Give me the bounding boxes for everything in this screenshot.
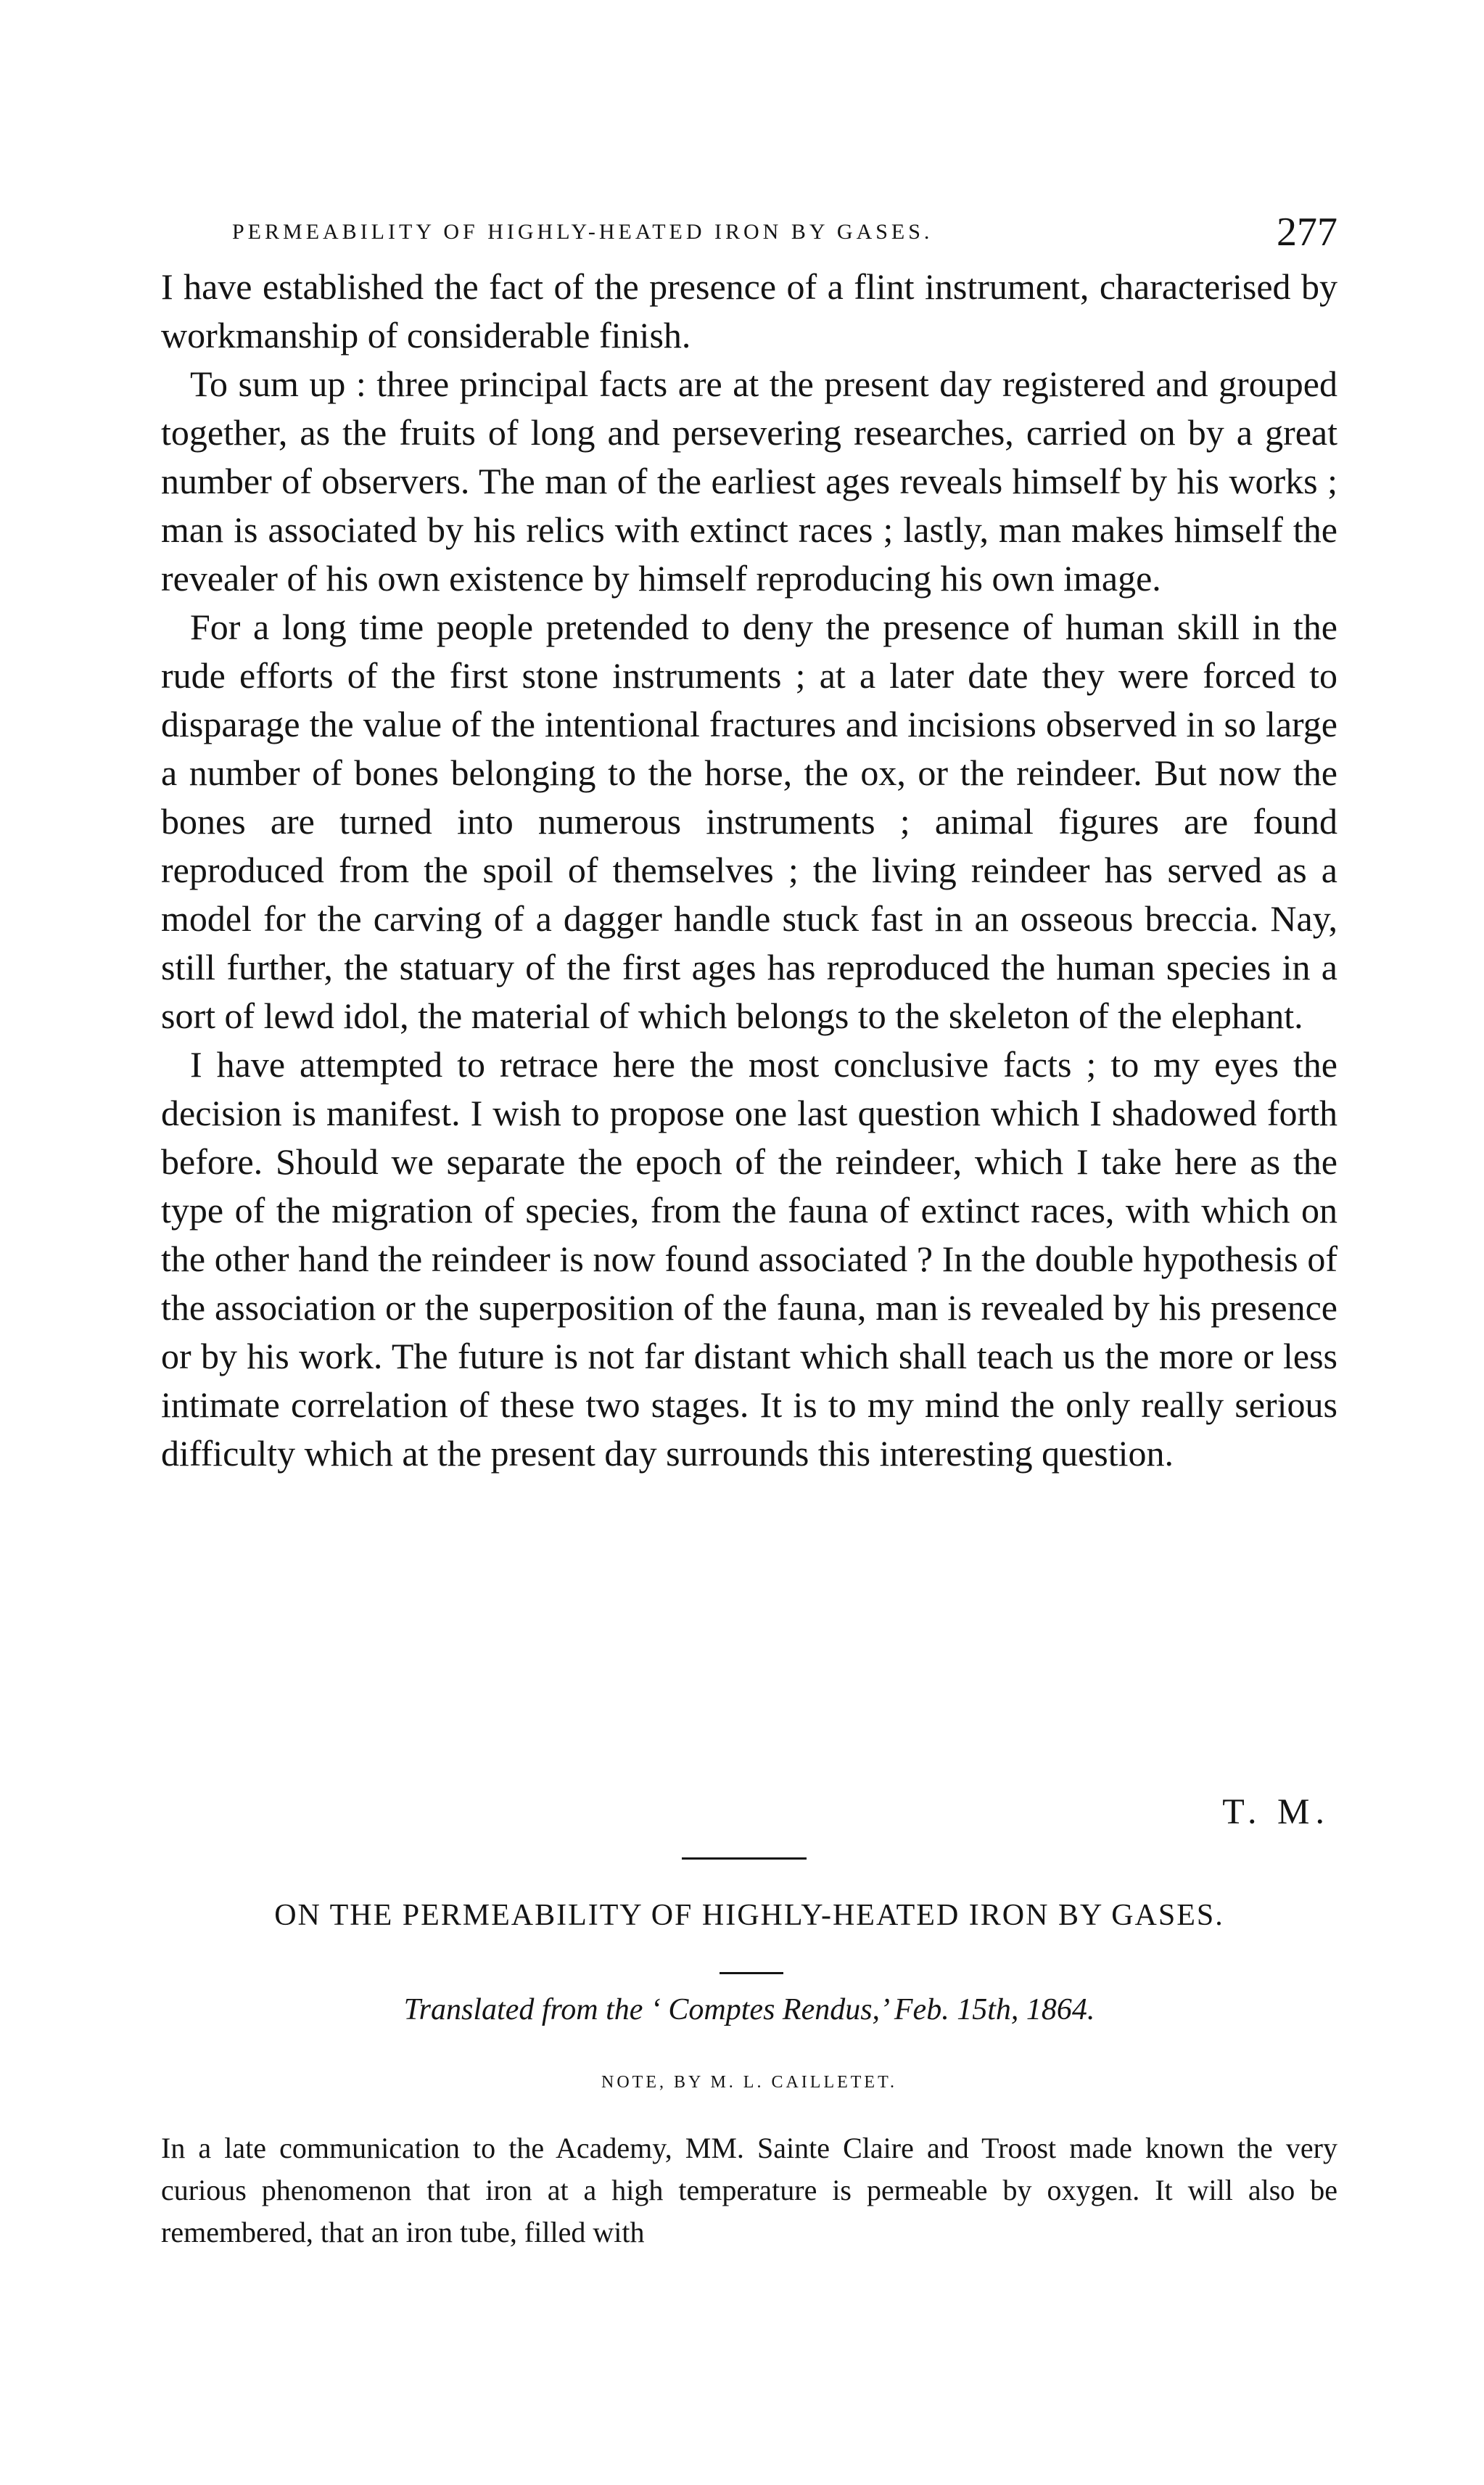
title-divider bbox=[720, 1972, 783, 1974]
running-head bbox=[161, 210, 1337, 254]
section-divider bbox=[682, 1857, 807, 1860]
body-text bbox=[161, 263, 1337, 1478]
article-title: ON THE PERMEABILITY OF HIGHLY-HEATED IRON BY GASES. bbox=[274, 1899, 1224, 1932]
paragraph: I have established the fact of the presence of a flint instrument, characterised by workmanship of considerable finish. bbox=[161, 266, 1337, 356]
article-text bbox=[161, 2127, 1337, 2254]
paragraph: For a long time people pretended to deny the presence of human skill in the rude efforts of the first stone instruments ; at a later date they were forced to disparage the value of the intentional fractures and incisions observed in so large a number of bones belonging to the horse, the ox, or the reindeer. But now the bones are turned into numerous instruments ; animal figures are found reproduced from the spoil of themselves ; the living reindeer has served as a model for the carving of a dagger handle stuck fast in an osseous breccia. Nay, still further, the statuary of the first ages has reproduced the human species in a sort of lewd idol, the material of which belongs to the skeleton of the elephant. bbox=[161, 607, 1337, 1036]
paragraph: In a late communication to the Academy, MM. Sainte Claire and Troost made known the very curious phenomenon that iron at a high temperature is permeable by oxygen. It will also be remembered, that an iron tube, filled with bbox=[161, 2132, 1337, 2248]
running-title: PERMEABILITY OF HIGHLY-HEATED IRON BY GASES. bbox=[232, 220, 933, 244]
translation-source: Translated from the ‘ Comptes Rendus,’ Feb. 15th, 1864. bbox=[403, 1993, 1095, 2026]
page-number: 277 bbox=[1277, 210, 1337, 255]
author-signature: T. M. bbox=[1222, 1791, 1330, 1831]
paragraph: I have attempted to retrace here the most conclusive facts ; to my eyes the decision is manifest. I wish to propose one last question which I shadowed forth before. Should we separate the epoch of the reindeer, which I take here as the type of the migration of species, from the fauna of extinct races, with which on the other hand the reindeer is now found associated ? In the double hypothesis of the association or the superposition of the fauna, man is revealed by his presence or by his work. The future is not far distant which shall teach us the more or less intimate correlation of these two stages. It is to my mind the only really serious difficulty which at the present day surrounds this interesting question. bbox=[161, 1044, 1337, 1474]
paragraph: To sum up : three principal facts are at the present day registered and grouped together, as the fruits of long and persevering researches, carried on by a great number of observers. The man of the earliest ages reveals himself by his works ; man is associated by his relics with extinct races ; lastly, man makes himself the revealer of his own existence by himself reproducing his own image. bbox=[161, 363, 1337, 599]
note-byline: NOTE, BY M. L. CAILLETET. bbox=[601, 2073, 897, 2092]
